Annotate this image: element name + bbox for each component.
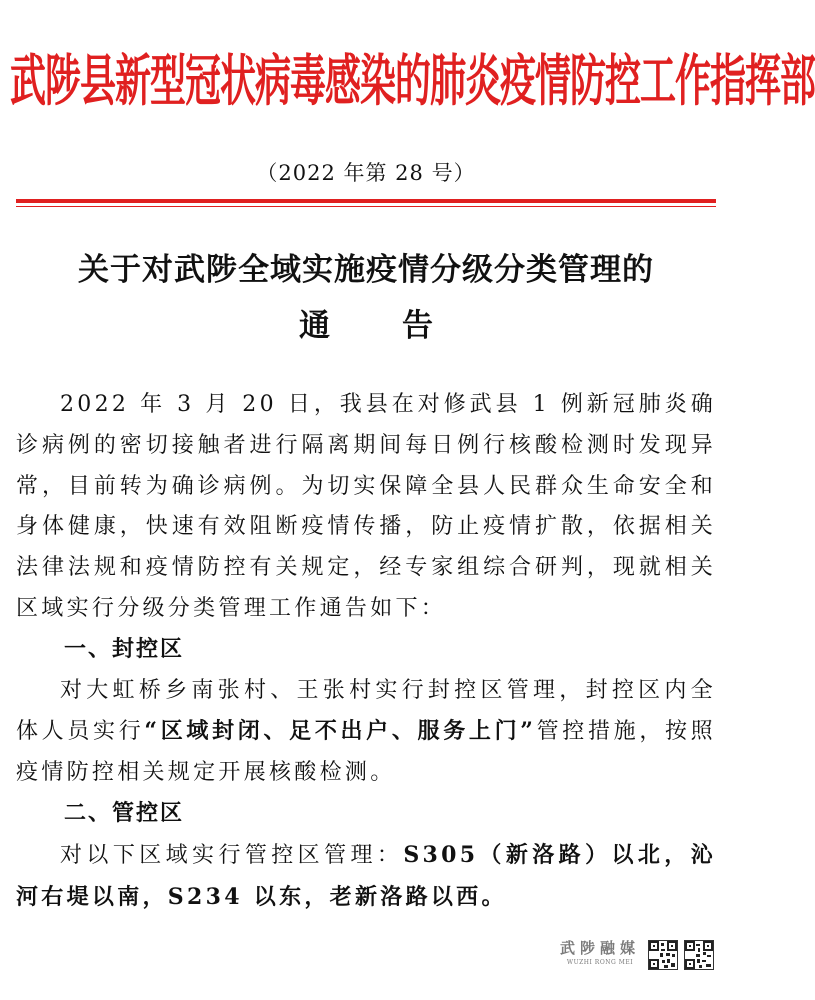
watermark-subtitle: WUZHI RONG MEI	[566, 959, 634, 966]
section-text: 对以下区域实行管控区管理：	[60, 842, 404, 868]
qr-code-icon[interactable]	[648, 940, 678, 970]
section-heading-lockdown: 一、封控区	[64, 636, 185, 662]
intro-paragraph: 2022 年 3 月 20 日，我县在对修武县 1 例新冠肺炎确诊病例的密切接触者进行隔离期间每日例行核酸检测时发现异常，目前转为确诊病例。为切实保障全县人民群众生命安全和身体健康，快速有效阻断疫情传播，防止疫情扩散，依据相关法律法规和疫情防控有关规定，经专家组综合研判，现就相关区域实行分级分类管理工作通告如下：	[16, 392, 716, 621]
notice-title-line-1: 关于对武陟全域实施疫情分级分类管理的	[78, 252, 654, 288]
section-heading-control: 二、管控区	[64, 800, 185, 826]
notice-title-line-2: 通告	[299, 308, 505, 344]
section-text: 管控措施，按照疫情防控相关规定开展核酸检测。	[16, 719, 716, 786]
section-emphasis: S305（新洛路）以北，沁河右堤以南，S234 以东，老新洛路以西。	[16, 841, 716, 910]
section-emphasis: “区域封闭、足不出户、服务上门”	[144, 718, 537, 745]
org-title: 武陟县新型冠状病毒感染的肺炎疫情防控工作指挥部	[10, 50, 815, 114]
qr-code-icon[interactable]	[684, 940, 714, 970]
red-divider-thin	[16, 206, 716, 207]
section-paragraph-lockdown	[16, 671, 716, 794]
document-number: （2022 年第 28 号）	[256, 161, 476, 185]
notice-body	[16, 385, 716, 918]
section-text: 对大虹桥乡南张村、王张村实行封控区管理，封控区内全体人员实行	[16, 677, 716, 745]
media-watermark	[560, 938, 640, 976]
red-divider-thick	[16, 199, 716, 203]
section-paragraph-control	[16, 835, 716, 919]
watermark-name: 武陟融媒	[560, 939, 641, 957]
